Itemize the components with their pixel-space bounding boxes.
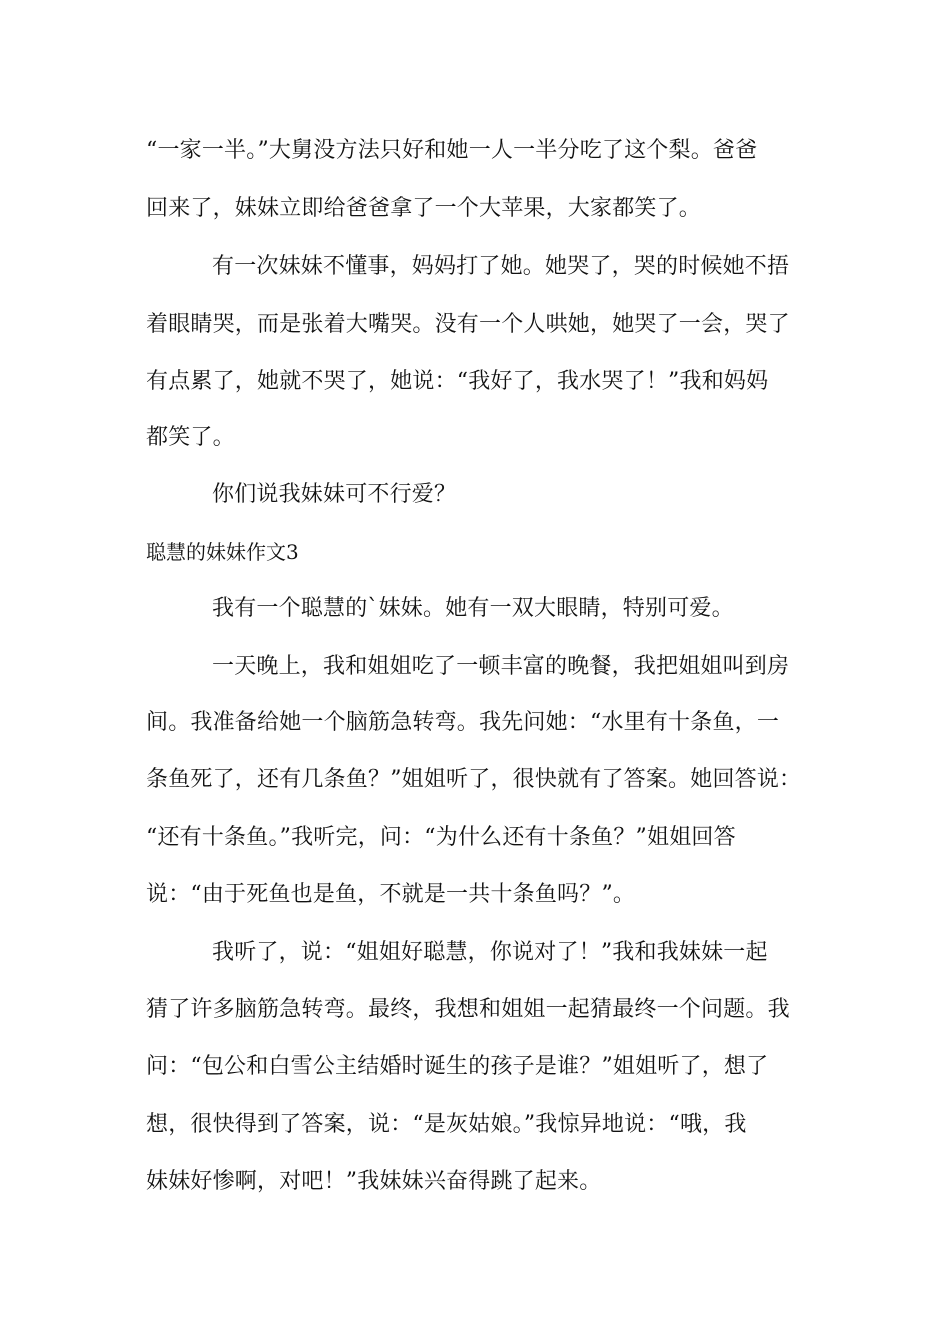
text-line: 条鱼死了，还有几条鱼？”姐姐听了，很快就有了答案。她回答说：	[146, 767, 802, 792]
text-line: 回来了，妹妹立即给爸爸拿了一个大苹果，大家都笑了。	[146, 196, 702, 221]
text-line: “还有十条鱼。”我听完，问：“为什么还有十条鱼？”姐姐回答	[146, 825, 736, 850]
text-line: 都笑了。	[146, 425, 235, 450]
paragraph-first-line: 你们说我妹妹可不行爱？	[212, 482, 457, 507]
text-line: “一家一半。”大舅没方法只好和她一人一半分吃了这个梨。爸爸	[146, 138, 758, 163]
text-line: 想，很快得到了答案，说：“是灰姑娘。”我惊异地说：“哦，我	[146, 1112, 747, 1137]
section-heading: 聪慧的妹妹作文3	[146, 540, 299, 564]
paragraph-first-line: 我有一个聪慧的`妹妹。她有一双大眼睛，特别可爱。	[212, 596, 734, 621]
paragraph-first-line: 我听了，说：“姐姐好聪慧，你说对了！”我和我妹妹一起	[212, 940, 768, 965]
paragraph-first-line: 一天晚上，我和姐姐吃了一顿丰富的晚餐，我把姐姐叫到房	[212, 654, 790, 679]
text-line: 着眼睛哭，而是张着大嘴哭。没有一个人哄她，她哭了一会，哭了	[146, 312, 790, 337]
text-line: 猜了许多脑筋急转弯。最终，我想和姐姐一起猜最终一个问题。我	[146, 997, 790, 1022]
text-line: 间。我准备给她一个脑筋急转弯。我先问她：“水里有十条鱼，一	[146, 710, 780, 735]
text-line: 问：“包公和白雪公主结婚时诞生的孩子是谁？”姐姐听了，想了	[146, 1054, 769, 1079]
paragraph-first-line: 有一次妹妹不懂事，妈妈打了她。她哭了，哭的时候她不捂	[212, 254, 790, 279]
text-line: 有点累了，她就不哭了，她说：“我好了，我水哭了！”我和妈妈	[146, 369, 769, 394]
text-line: 说：“由于死鱼也是鱼，不就是一共十条鱼吗？”。	[146, 882, 636, 907]
text-line: 妹妹好惨啊，对吧！”我妹妹兴奋得跳了起来。	[146, 1169, 602, 1194]
